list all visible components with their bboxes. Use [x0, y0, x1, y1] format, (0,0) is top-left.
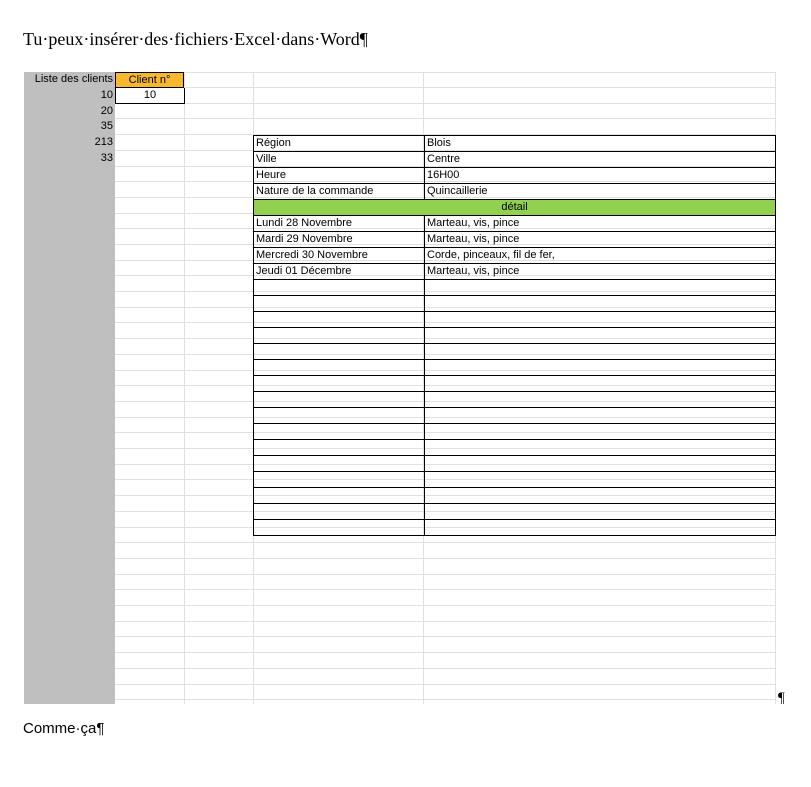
detail-day[interactable]: Mardi 29 Novembre [254, 232, 425, 248]
client-list-item: 33 [100, 152, 113, 164]
detail-items[interactable] [425, 296, 776, 312]
detail-row [254, 296, 776, 312]
info-row [254, 152, 776, 168]
detail-row [254, 248, 776, 264]
info-row [254, 136, 776, 152]
detail-items[interactable] [425, 280, 776, 296]
detail-row [254, 504, 776, 520]
detail-items[interactable]: Marteau, vis, pince [425, 264, 776, 280]
detail-day[interactable] [254, 376, 425, 392]
client-list-column [24, 72, 115, 704]
detail-day[interactable] [254, 312, 425, 328]
detail-row [254, 392, 776, 408]
detail-day[interactable]: Mercredi 30 Novembre [254, 248, 425, 264]
detail-items[interactable] [425, 472, 776, 488]
detail-row [254, 440, 776, 456]
detail-day[interactable] [254, 344, 425, 360]
client-list-item: 213 [94, 136, 113, 148]
detail-row [254, 360, 776, 376]
detail-items[interactable] [425, 440, 776, 456]
detail-day[interactable] [254, 408, 425, 424]
info-label: Région [254, 136, 425, 152]
document-heading: Tu·peux·insérer·des·fichiers·Excel·dans·Word¶ [23, 29, 368, 49]
detail-header: détail [254, 200, 776, 216]
detail-items[interactable] [425, 360, 776, 376]
detail-items[interactable]: Marteau, vis, pince [425, 216, 776, 232]
info-value[interactable]: 16H00 [425, 168, 776, 184]
detail-row [254, 376, 776, 392]
detail-row [254, 424, 776, 440]
client-list-item: 20 [100, 105, 113, 117]
detail-items[interactable]: Marteau, vis, pince [425, 232, 776, 248]
detail-day[interactable]: Jeudi 01 Décembre [254, 264, 425, 280]
grid-line [115, 605, 776, 606]
detail-items[interactable] [425, 312, 776, 328]
detail-row [254, 328, 776, 344]
detail-items[interactable] [425, 344, 776, 360]
detail-day[interactable] [254, 504, 425, 520]
grid-line [115, 621, 776, 622]
grid-line [115, 589, 776, 590]
info-value[interactable]: Blois [425, 136, 776, 152]
detail-day[interactable] [254, 424, 425, 440]
detail-header-row [254, 200, 776, 216]
detail-day[interactable] [254, 360, 425, 376]
detail-row [254, 344, 776, 360]
detail-day[interactable] [254, 472, 425, 488]
info-row [254, 184, 776, 200]
embedded-excel-sheet[interactable] [24, 72, 776, 704]
grid-line [115, 699, 776, 700]
detail-items[interactable] [425, 520, 776, 536]
client-number-header: Client n° [115, 72, 184, 88]
detail-day[interactable] [254, 456, 425, 472]
detail-day[interactable]: Lundi 28 Novembre [254, 216, 425, 232]
detail-day[interactable] [254, 440, 425, 456]
client-list-header: Liste des clients [34, 73, 113, 85]
detail-items[interactable] [425, 408, 776, 424]
detail-day[interactable] [254, 296, 425, 312]
detail-day[interactable] [254, 488, 425, 504]
client-number-cell[interactable]: 10 [115, 88, 185, 104]
detail-day[interactable] [254, 392, 425, 408]
grid-line [115, 558, 776, 559]
info-label: Nature de la commande [254, 184, 425, 200]
detail-row [254, 472, 776, 488]
detail-row [254, 280, 776, 296]
paragraph-mark: ¶ [778, 690, 785, 706]
detail-day[interactable] [254, 520, 425, 536]
detail-items[interactable] [425, 392, 776, 408]
detail-items[interactable] [425, 456, 776, 472]
detail-row [254, 456, 776, 472]
grid-line [115, 636, 776, 637]
detail-items[interactable] [425, 504, 776, 520]
grid-line [115, 574, 776, 575]
client-list-item: 10 [100, 89, 113, 101]
detail-day[interactable] [254, 280, 425, 296]
detail-row [254, 408, 776, 424]
info-label: Heure [254, 168, 425, 184]
info-value[interactable]: Quincaillerie [425, 184, 776, 200]
grid-line [115, 103, 776, 104]
info-value[interactable]: Centre [425, 152, 776, 168]
detail-day[interactable] [254, 328, 425, 344]
detail-row [254, 216, 776, 232]
detail-row [254, 488, 776, 504]
detail-row [254, 312, 776, 328]
detail-row [254, 264, 776, 280]
detail-items[interactable]: Corde, pinceaux, fil de fer, [425, 248, 776, 264]
detail-items[interactable] [425, 376, 776, 392]
detail-row [254, 232, 776, 248]
grid-line [115, 652, 776, 653]
grid-line [115, 87, 776, 88]
info-label: Ville [254, 152, 425, 168]
info-row [254, 168, 776, 184]
order-details-table [253, 135, 776, 536]
grid-line [115, 668, 776, 669]
document-footer-text: Comme·ça¶ [23, 720, 105, 737]
grid-line [115, 72, 776, 73]
detail-items[interactable] [425, 488, 776, 504]
client-list-item: 35 [100, 120, 113, 132]
detail-items[interactable] [425, 424, 776, 440]
detail-row [254, 520, 776, 536]
detail-items[interactable] [425, 328, 776, 344]
grid-line [115, 542, 776, 543]
grid-line [115, 118, 776, 119]
grid-line [115, 684, 776, 685]
